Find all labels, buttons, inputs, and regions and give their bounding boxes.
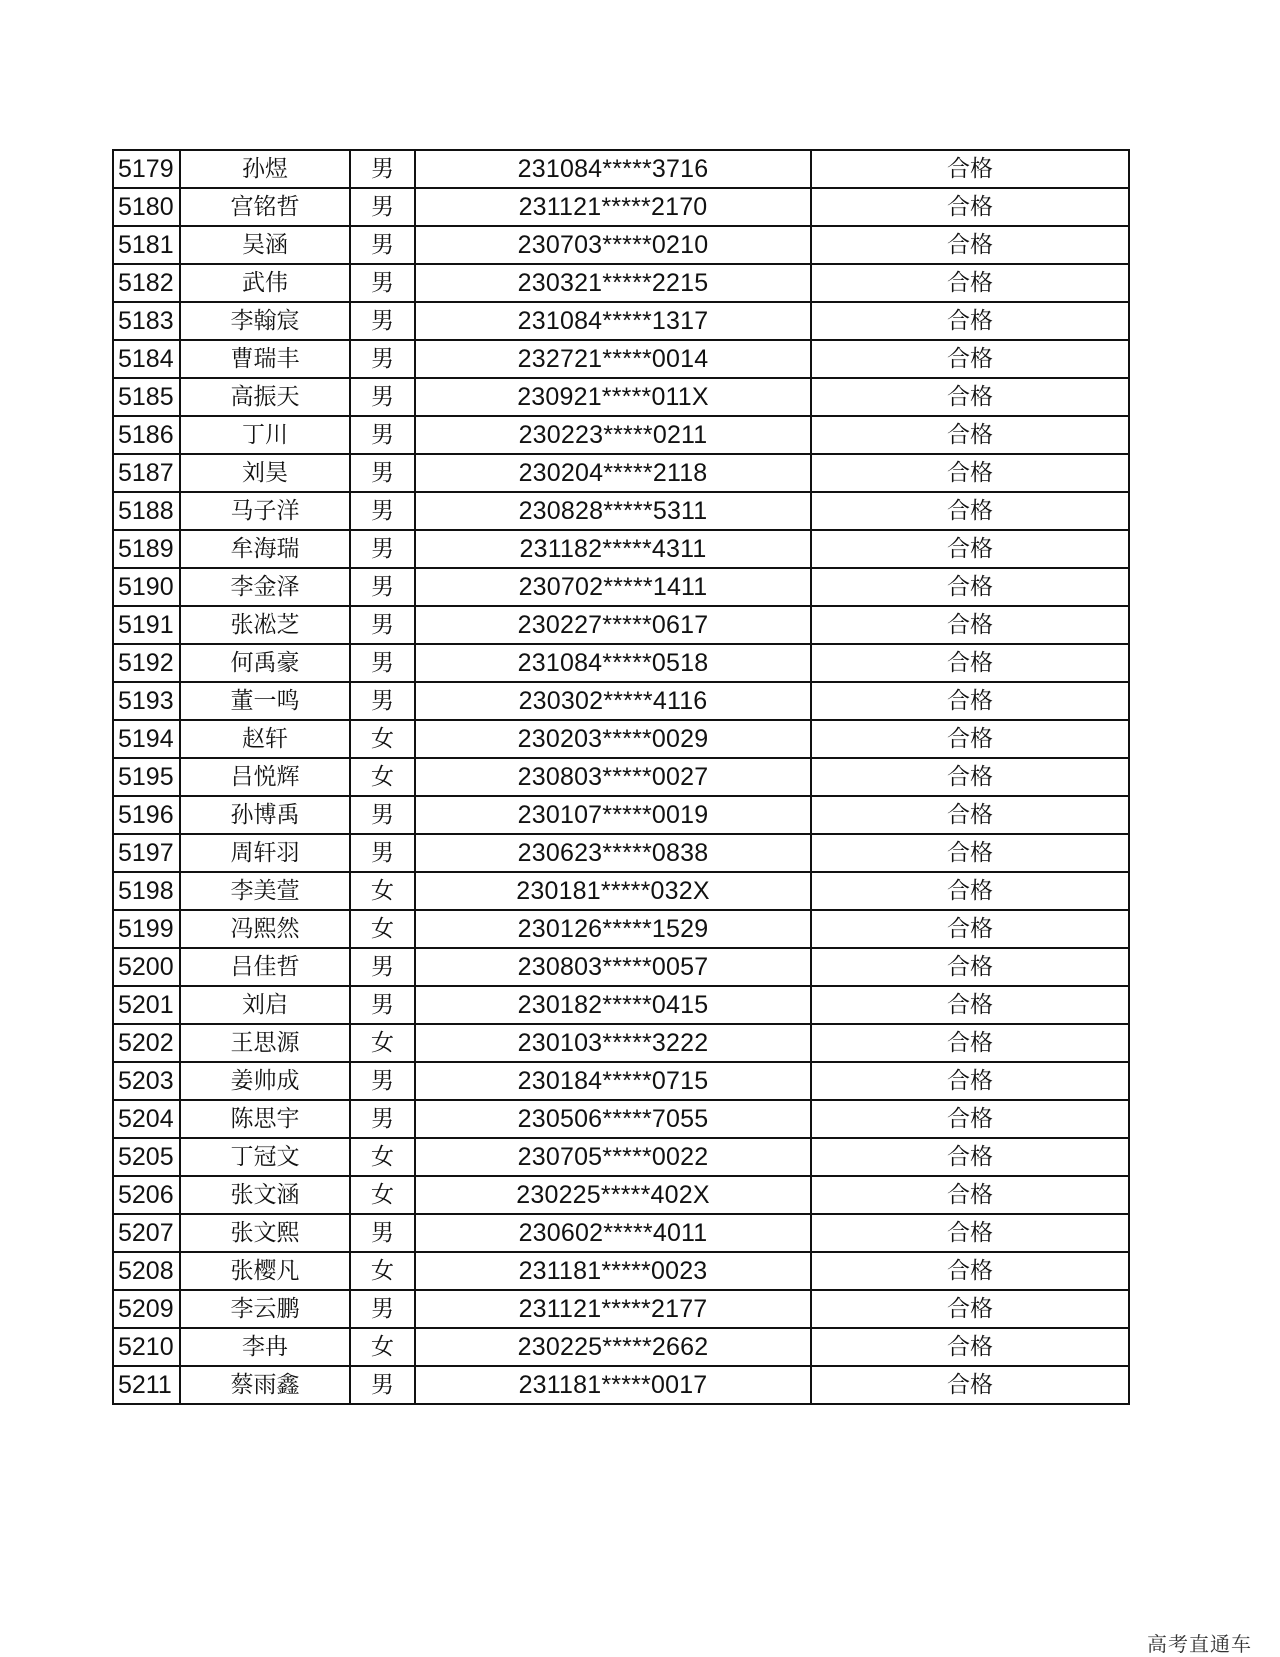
cell-gender: 男 (350, 188, 415, 226)
table-row (113, 910, 1129, 948)
cell-result: 合格 (811, 302, 1129, 340)
cell-result: 合格 (811, 454, 1129, 492)
cell-gender: 女 (350, 1252, 415, 1290)
table-row (113, 682, 1129, 720)
cell-id-number: 230225*****402X (415, 1176, 811, 1214)
cell-name: 牟海瑞 (180, 530, 350, 568)
table-row (113, 720, 1129, 758)
cell-serial-number: 5203 (113, 1062, 180, 1100)
cell-gender: 男 (350, 986, 415, 1024)
table-row (113, 796, 1129, 834)
cell-gender: 男 (350, 796, 415, 834)
cell-serial-number: 5186 (113, 416, 180, 454)
cell-id-number: 230182*****0415 (415, 986, 811, 1024)
cell-gender: 男 (350, 568, 415, 606)
cell-id-number: 230623*****0838 (415, 834, 811, 872)
cell-name: 姜帅成 (180, 1062, 350, 1100)
cell-result: 合格 (811, 264, 1129, 302)
cell-name: 李冉 (180, 1328, 350, 1366)
cell-result: 合格 (811, 188, 1129, 226)
table-row (113, 1024, 1129, 1062)
cell-serial-number: 5210 (113, 1328, 180, 1366)
table-row (113, 758, 1129, 796)
table-row (113, 454, 1129, 492)
cell-id-number: 230203*****0029 (415, 720, 811, 758)
cell-gender: 男 (350, 948, 415, 986)
cell-id-number: 230703*****0210 (415, 226, 811, 264)
cell-gender: 男 (350, 454, 415, 492)
cell-result: 合格 (811, 340, 1129, 378)
cell-result: 合格 (811, 1328, 1129, 1366)
cell-result: 合格 (811, 872, 1129, 910)
table-row (113, 492, 1129, 530)
cell-serial-number: 5205 (113, 1138, 180, 1176)
cell-gender: 男 (350, 302, 415, 340)
cell-serial-number: 5209 (113, 1290, 180, 1328)
cell-id-number: 231181*****0017 (415, 1366, 811, 1404)
cell-name: 曹瑞丰 (180, 340, 350, 378)
cell-serial-number: 5184 (113, 340, 180, 378)
cell-id-number: 230227*****0617 (415, 606, 811, 644)
watermark: 高考直通车 (1147, 1632, 1252, 1656)
cell-result: 合格 (811, 1290, 1129, 1328)
cell-name: 刘昊 (180, 454, 350, 492)
cell-name: 丁川 (180, 416, 350, 454)
cell-name: 宫铭哲 (180, 188, 350, 226)
cell-name: 吕佳哲 (180, 948, 350, 986)
cell-gender: 男 (350, 264, 415, 302)
table-row (113, 378, 1129, 416)
cell-result: 合格 (811, 568, 1129, 606)
cell-gender: 男 (350, 1062, 415, 1100)
cell-id-number: 230803*****0027 (415, 758, 811, 796)
cell-name: 张文涵 (180, 1176, 350, 1214)
cell-gender: 男 (350, 340, 415, 378)
cell-result: 合格 (811, 150, 1129, 188)
table-row (113, 1100, 1129, 1138)
table-row (113, 948, 1129, 986)
cell-result: 合格 (811, 948, 1129, 986)
cell-id-number: 230103*****3222 (415, 1024, 811, 1062)
cell-id-number: 230126*****1529 (415, 910, 811, 948)
cell-gender: 女 (350, 1024, 415, 1062)
cell-id-number: 230506*****7055 (415, 1100, 811, 1138)
cell-id-number: 231121*****2170 (415, 188, 811, 226)
cell-name: 王思源 (180, 1024, 350, 1062)
table-row (113, 1290, 1129, 1328)
cell-result: 合格 (811, 1176, 1129, 1214)
table-row (113, 530, 1129, 568)
cell-result: 合格 (811, 1366, 1129, 1404)
cell-gender: 女 (350, 758, 415, 796)
cell-result: 合格 (811, 1252, 1129, 1290)
cell-name: 李云鹏 (180, 1290, 350, 1328)
table-row (113, 872, 1129, 910)
table-row (113, 568, 1129, 606)
cell-serial-number: 5208 (113, 1252, 180, 1290)
cell-serial-number: 5196 (113, 796, 180, 834)
cell-name: 蔡雨鑫 (180, 1366, 350, 1404)
cell-name: 陈思宇 (180, 1100, 350, 1138)
results-table-body (113, 150, 1129, 1404)
cell-gender: 女 (350, 872, 415, 910)
cell-result: 合格 (811, 226, 1129, 264)
cell-name: 孙博禹 (180, 796, 350, 834)
cell-gender: 男 (350, 644, 415, 682)
table-row (113, 644, 1129, 682)
cell-name: 何禹豪 (180, 644, 350, 682)
cell-id-number: 230828*****5311 (415, 492, 811, 530)
cell-id-number: 230705*****0022 (415, 1138, 811, 1176)
cell-id-number: 231182*****4311 (415, 530, 811, 568)
cell-name: 张文熙 (180, 1214, 350, 1252)
cell-serial-number: 5198 (113, 872, 180, 910)
cell-result: 合格 (811, 530, 1129, 568)
cell-result: 合格 (811, 758, 1129, 796)
cell-gender: 男 (350, 606, 415, 644)
cell-name: 李金泽 (180, 568, 350, 606)
cell-name: 吕悦辉 (180, 758, 350, 796)
cell-result: 合格 (811, 644, 1129, 682)
cell-gender: 男 (350, 682, 415, 720)
cell-result: 合格 (811, 834, 1129, 872)
cell-id-number: 231084*****3716 (415, 150, 811, 188)
cell-result: 合格 (811, 986, 1129, 1024)
cell-id-number: 230602*****4011 (415, 1214, 811, 1252)
table-row (113, 606, 1129, 644)
cell-serial-number: 5195 (113, 758, 180, 796)
cell-serial-number: 5189 (113, 530, 180, 568)
cell-serial-number: 5202 (113, 1024, 180, 1062)
table-row (113, 834, 1129, 872)
table-row (113, 188, 1129, 226)
cell-id-number: 230921*****011X (415, 378, 811, 416)
cell-result: 合格 (811, 682, 1129, 720)
cell-name: 高振天 (180, 378, 350, 416)
cell-gender: 男 (350, 1366, 415, 1404)
cell-gender: 男 (350, 150, 415, 188)
cell-gender: 男 (350, 416, 415, 454)
cell-serial-number: 5190 (113, 568, 180, 606)
cell-gender: 男 (350, 492, 415, 530)
cell-name: 丁冠文 (180, 1138, 350, 1176)
cell-gender: 女 (350, 1328, 415, 1366)
cell-name: 冯熙然 (180, 910, 350, 948)
cell-serial-number: 5180 (113, 188, 180, 226)
cell-serial-number: 5188 (113, 492, 180, 530)
cell-result: 合格 (811, 910, 1129, 948)
table-row (113, 302, 1129, 340)
cell-name: 赵轩 (180, 720, 350, 758)
cell-id-number: 230702*****1411 (415, 568, 811, 606)
cell-name: 李美萱 (180, 872, 350, 910)
table-row (113, 1062, 1129, 1100)
table-row (113, 1328, 1129, 1366)
cell-name: 董一鸣 (180, 682, 350, 720)
cell-serial-number: 5194 (113, 720, 180, 758)
cell-name: 周轩羽 (180, 834, 350, 872)
table-row (113, 1176, 1129, 1214)
cell-serial-number: 5181 (113, 226, 180, 264)
cell-serial-number: 5197 (113, 834, 180, 872)
cell-gender: 女 (350, 910, 415, 948)
cell-gender: 男 (350, 378, 415, 416)
table-row (113, 986, 1129, 1024)
table-row (113, 150, 1129, 188)
cell-gender: 女 (350, 1176, 415, 1214)
cell-id-number: 230204*****2118 (415, 454, 811, 492)
cell-result: 合格 (811, 720, 1129, 758)
cell-gender: 女 (350, 1138, 415, 1176)
cell-id-number: 231084*****0518 (415, 644, 811, 682)
cell-serial-number: 5193 (113, 682, 180, 720)
cell-id-number: 232721*****0014 (415, 340, 811, 378)
cell-serial-number: 5191 (113, 606, 180, 644)
table-row (113, 416, 1129, 454)
cell-gender: 男 (350, 834, 415, 872)
cell-name: 张凇芝 (180, 606, 350, 644)
table-row (113, 340, 1129, 378)
cell-serial-number: 5199 (113, 910, 180, 948)
cell-name: 吴涵 (180, 226, 350, 264)
cell-gender: 男 (350, 1214, 415, 1252)
cell-serial-number: 5187 (113, 454, 180, 492)
cell-id-number: 230181*****032X (415, 872, 811, 910)
cell-id-number: 230225*****2662 (415, 1328, 811, 1366)
cell-result: 合格 (811, 606, 1129, 644)
cell-gender: 男 (350, 1100, 415, 1138)
cell-gender: 男 (350, 530, 415, 568)
cell-serial-number: 5207 (113, 1214, 180, 1252)
cell-id-number: 230321*****2215 (415, 264, 811, 302)
cell-serial-number: 5200 (113, 948, 180, 986)
table-row (113, 1138, 1129, 1176)
cell-id-number: 231181*****0023 (415, 1252, 811, 1290)
cell-id-number: 230302*****4116 (415, 682, 811, 720)
cell-serial-number: 5201 (113, 986, 180, 1024)
table-row (113, 1366, 1129, 1404)
table-row (113, 226, 1129, 264)
cell-id-number: 231084*****1317 (415, 302, 811, 340)
cell-gender: 女 (350, 720, 415, 758)
cell-result: 合格 (811, 1214, 1129, 1252)
table-row (113, 264, 1129, 302)
cell-id-number: 230107*****0019 (415, 796, 811, 834)
cell-serial-number: 5185 (113, 378, 180, 416)
cell-result: 合格 (811, 796, 1129, 834)
cell-id-number: 230803*****0057 (415, 948, 811, 986)
table-row (113, 1252, 1129, 1290)
cell-name: 孙煜 (180, 150, 350, 188)
cell-gender: 男 (350, 1290, 415, 1328)
cell-result: 合格 (811, 1100, 1129, 1138)
cell-serial-number: 5182 (113, 264, 180, 302)
cell-id-number: 231121*****2177 (415, 1290, 811, 1328)
cell-name: 马子洋 (180, 492, 350, 530)
cell-serial-number: 5211 (113, 1366, 180, 1404)
cell-id-number: 230184*****0715 (415, 1062, 811, 1100)
cell-serial-number: 5192 (113, 644, 180, 682)
results-table (112, 149, 1130, 1405)
cell-serial-number: 5179 (113, 150, 180, 188)
table-row (113, 1214, 1129, 1252)
cell-result: 合格 (811, 492, 1129, 530)
cell-serial-number: 5206 (113, 1176, 180, 1214)
cell-serial-number: 5183 (113, 302, 180, 340)
cell-id-number: 230223*****0211 (415, 416, 811, 454)
cell-result: 合格 (811, 1138, 1129, 1176)
cell-gender: 男 (350, 226, 415, 264)
cell-name: 武伟 (180, 264, 350, 302)
cell-name: 刘启 (180, 986, 350, 1024)
cell-result: 合格 (811, 378, 1129, 416)
cell-result: 合格 (811, 1062, 1129, 1100)
cell-result: 合格 (811, 416, 1129, 454)
cell-serial-number: 5204 (113, 1100, 180, 1138)
cell-name: 张樱凡 (180, 1252, 350, 1290)
cell-result: 合格 (811, 1024, 1129, 1062)
cell-name: 李翰宸 (180, 302, 350, 340)
